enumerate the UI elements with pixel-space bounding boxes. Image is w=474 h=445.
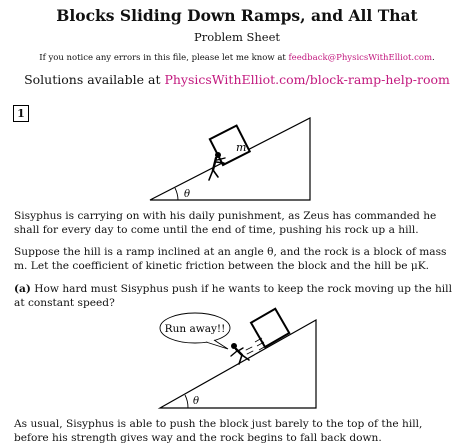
solutions-link[interactable]: PhysicsWithElliot.com/block-ramp-help-room — [164, 72, 450, 87]
notice-prefix: If you notice any errors in this file, please let me know at — [39, 53, 286, 63]
part-a-text: How hard must Sisyphus push if he wants to keep the rock moving up the hill at constant speed? — [14, 283, 452, 309]
notice-suffix: . — [432, 53, 435, 63]
problem-number-badge: 1 — [13, 105, 29, 122]
block-label-m: m — [236, 141, 247, 154]
angle-arc-2 — [185, 395, 188, 408]
part-a-label: (a) — [14, 283, 31, 295]
page-title: Blocks Sliding Down Ramps, and All That — [56, 6, 418, 25]
speech-bubble-tail — [206, 340, 228, 349]
angle-arc-1 — [175, 188, 178, 200]
speech-text: Run away!! — [164, 323, 226, 335]
page-subtitle: Problem Sheet — [193, 30, 281, 44]
sisyphus-running — [231, 343, 253, 364]
paragraph-intro: Sisyphus is carrying on with his daily punishment, as Zeus has commanded he shall for every day to come until the end of time, pushing his rock up a hill. — [14, 210, 437, 236]
feedback-email-link[interactable]: feedback@PhysicsWithElliot.com — [288, 53, 433, 63]
paragraph-setup: Suppose the hill is a ramp inclined at an angle θ, and the rock is a block of mass m. Let the coefficient of kinetic friction between the block and the hill be μK. — [14, 246, 447, 272]
angle-label-1: θ — [184, 189, 191, 200]
part-a-question — [14, 282, 460, 310]
angle-label-2: θ — [193, 396, 200, 407]
solutions-prefix: Solutions available at — [24, 72, 161, 87]
paragraph-continuation: As usual, Sisyphus is able to push the block just barely to the top of the hill, before his strength gives way and the rock begins to fall back down. — [14, 418, 423, 444]
